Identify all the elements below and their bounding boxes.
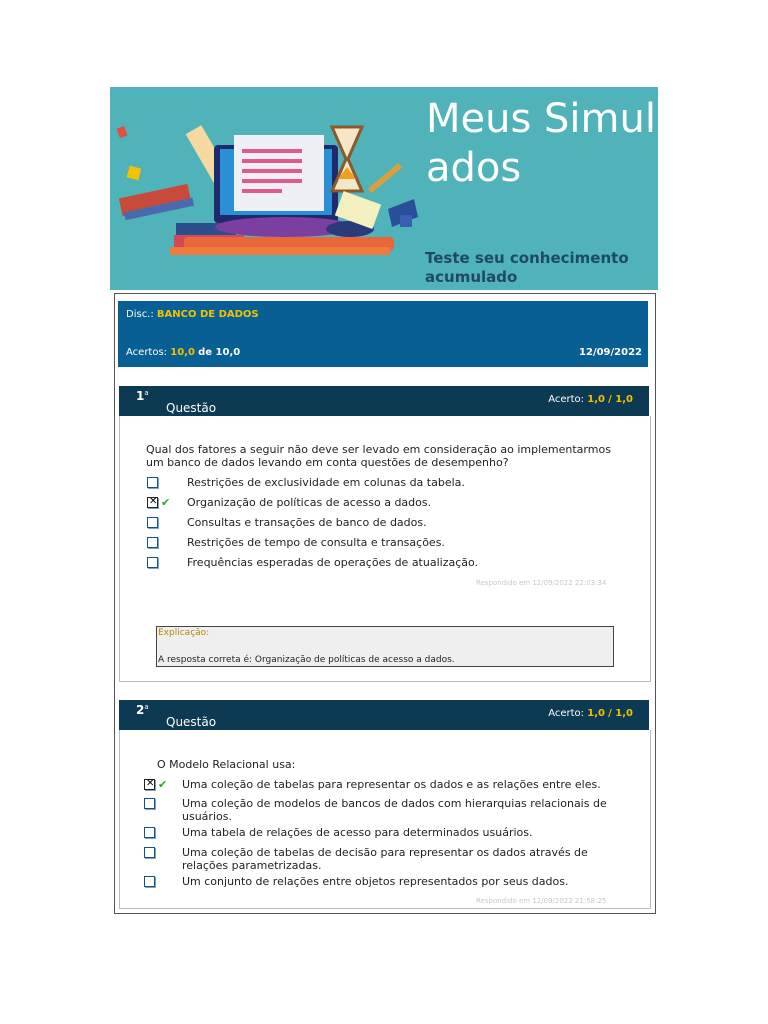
score-line: [126, 347, 240, 358]
explanation-box: [156, 626, 614, 667]
score-value: 10,0: [170, 347, 195, 358]
question-score: Acerto: 1,0 / 1,0: [548, 708, 633, 719]
option-label[interactable]: Consultas e transações de banco de dados.: [187, 516, 427, 529]
option-label[interactable]: Uma coleção de tabelas para representar os dados e as relações entre eles.: [182, 778, 601, 791]
study-illustration: [110, 87, 420, 290]
option-label[interactable]: Frequências esperadas de operações de atualização.: [187, 556, 479, 569]
quiz-panel: [114, 293, 656, 914]
correct-check-icon: ✔: [161, 496, 171, 509]
option-checkbox[interactable]: [147, 477, 158, 488]
option-label[interactable]: Uma coleção de modelos de bancos de dados com hierarquias relacionais de usuários.: [182, 797, 607, 823]
option-label[interactable]: Uma tabela de relações de acesso para determinados usuários.: [182, 826, 533, 839]
x-mark-icon: ✕: [149, 496, 158, 507]
question-label: Questão: [166, 401, 217, 415]
option-label[interactable]: Restrições de tempo de consulta e transações.: [187, 536, 445, 549]
question-2-header: [119, 700, 649, 730]
option-checkbox[interactable]: [147, 537, 158, 548]
option-checkbox[interactable]: [144, 827, 155, 838]
discipline-line: [126, 309, 259, 320]
option-label[interactable]: Uma coleção de tabelas de decisão para representar os dados através de relações parametrizadas.: [182, 846, 588, 872]
question-text: O Modelo Relacional usa:: [157, 758, 296, 771]
question-1-header: [119, 386, 649, 416]
answered-timestamp: Respondido em 12/09/2022 21:58:25: [476, 897, 607, 905]
score-total: de 10,0: [198, 347, 241, 358]
option-checkbox[interactable]: [147, 557, 158, 568]
discipline-label: Disc.:: [126, 309, 154, 320]
option-label[interactable]: Um conjunto de relações entre objetos representados por seus dados.: [182, 875, 569, 888]
question-score: Acerto: 1,0 / 1,0: [548, 394, 633, 405]
banner: [110, 87, 658, 290]
discipline-header: [118, 301, 648, 367]
banner-title: Meus Simulados: [426, 96, 656, 191]
question-2-body: [119, 730, 651, 909]
question-label: Questão: [166, 715, 217, 729]
option-checkbox[interactable]: [144, 847, 155, 858]
x-mark-icon: ✕: [146, 778, 155, 789]
exam-date: 12/09/2022: [579, 347, 642, 358]
explanation-label: Explicação:: [158, 628, 210, 638]
question-1-body: [119, 416, 651, 682]
question-text: Qual dos fatores a seguir não deve ser levado em consideração ao implementarmos um banco de dados levando em conta questões de desempenho?: [146, 443, 611, 469]
answered-timestamp: Respondido em 12/09/2022 22:03:34: [476, 579, 607, 587]
question-number: 2$^a$: [136, 703, 149, 717]
question-number: 1$^a$: [136, 389, 149, 403]
option-checkbox[interactable]: [144, 876, 155, 887]
option-checkbox-checked[interactable]: [147, 497, 158, 508]
discipline-name: BANCO DE DADOS: [156, 309, 259, 320]
option-label[interactable]: Restrições de exclusividade em colunas da tabela.: [187, 476, 465, 489]
option-label[interactable]: Organização de políticas de acesso a dados.: [187, 496, 432, 509]
option-checkbox[interactable]: [144, 798, 155, 809]
banner-subtitle: Teste seu conhecimento acumulado: [425, 249, 629, 286]
option-checkbox[interactable]: [147, 517, 158, 528]
score-label: Acertos:: [126, 347, 168, 358]
explanation-text: A resposta correta é: Organização de políticas de acesso a dados.: [158, 655, 455, 665]
correct-check-icon: ✔: [158, 778, 168, 791]
option-checkbox-checked[interactable]: [144, 779, 155, 790]
